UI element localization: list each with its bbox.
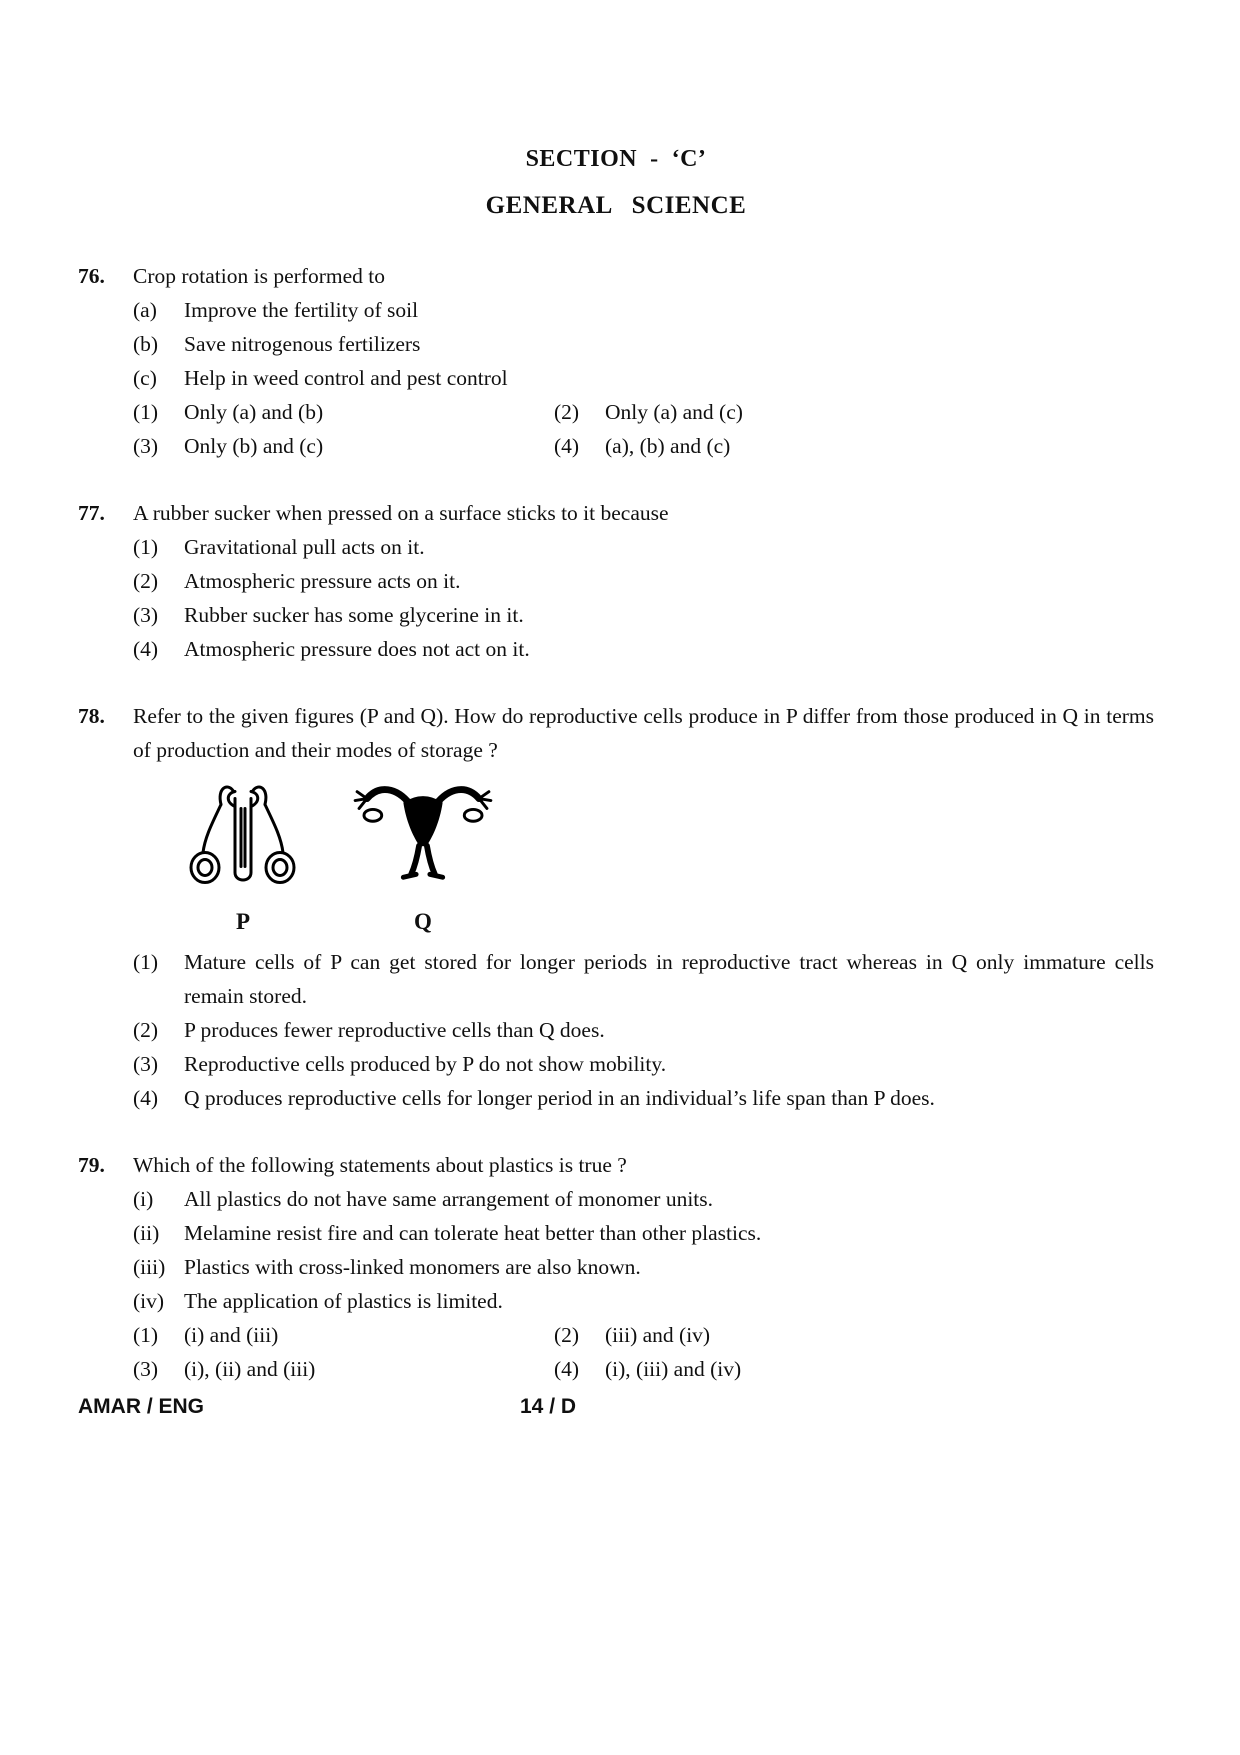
statement-label: (ii) bbox=[133, 1221, 160, 1245]
option-text: Only (a) and (b) bbox=[184, 400, 324, 424]
statement-text: Help in weed control and pest control bbox=[184, 366, 508, 390]
option-3 bbox=[133, 1047, 1154, 1081]
question-79 bbox=[78, 1148, 1154, 1386]
question-number: 77. bbox=[78, 501, 105, 525]
statement-text: Plastics with cross-linked monomers are also known. bbox=[184, 1255, 641, 1279]
question-text: Which of the following statements about plastics is true ? bbox=[133, 1153, 627, 1177]
question-body bbox=[133, 259, 1154, 463]
question-text: Refer to the given figures (P and Q). How do reproductive cells produce in P differ from those produced in Q in terms of production and their modes of storage ? bbox=[133, 704, 1154, 762]
question-77 bbox=[78, 496, 1154, 666]
statement-text: All plastics do not have same arrangement of monomer units. bbox=[184, 1187, 714, 1211]
statement-ii bbox=[133, 1216, 1154, 1250]
option-label: (2) bbox=[133, 569, 159, 593]
option-1 bbox=[133, 395, 554, 429]
statement-a bbox=[133, 293, 1154, 327]
option-1 bbox=[133, 530, 1154, 564]
figure-q bbox=[348, 775, 498, 939]
option-label: (1) bbox=[133, 1323, 159, 1347]
section-title: SECTION - ‘C’ bbox=[525, 146, 707, 172]
question-text: A rubber sucker when pressed on a surface sticks to it because bbox=[133, 501, 669, 525]
option-label: (1) bbox=[133, 535, 159, 559]
option-label: (3) bbox=[133, 603, 159, 627]
statement-label: (b) bbox=[133, 332, 159, 356]
options-grid bbox=[133, 1318, 1154, 1386]
option-text: (i) and (iii) bbox=[184, 1323, 279, 1347]
statement-iv bbox=[133, 1284, 1154, 1318]
option-label: (1) bbox=[133, 950, 159, 974]
option-text: (a), (b) and (c) bbox=[605, 434, 731, 458]
option-3 bbox=[133, 598, 1154, 632]
statement-i bbox=[133, 1182, 1154, 1216]
option-label: (4) bbox=[133, 1086, 159, 1110]
option-label: (2) bbox=[133, 1018, 159, 1042]
option-text: Rubber sucker has some glycerine in it. bbox=[184, 603, 524, 627]
option-1 bbox=[133, 945, 1154, 1013]
question-78 bbox=[78, 699, 1154, 1115]
option-2 bbox=[554, 395, 1154, 429]
option-text: Atmospheric pressure does not act on it. bbox=[184, 637, 530, 661]
option-label: (4) bbox=[554, 434, 580, 458]
option-text: Only (a) and (c) bbox=[605, 400, 743, 424]
question-text: Crop rotation is performed to bbox=[133, 264, 385, 288]
option-text: Gravitational pull acts on it. bbox=[184, 535, 425, 559]
statement-text: Save nitrogenous fertilizers bbox=[184, 332, 421, 356]
option-label: (2) bbox=[554, 400, 580, 424]
option-3 bbox=[133, 429, 554, 463]
options-grid bbox=[133, 395, 1154, 463]
option-label: (4) bbox=[133, 637, 159, 661]
female-reproductive-system-figure bbox=[348, 775, 498, 903]
figure-label-q: Q bbox=[414, 909, 432, 934]
question-number: 79. bbox=[78, 1153, 105, 1177]
statement-b bbox=[133, 327, 1154, 361]
option-label: (3) bbox=[133, 434, 159, 458]
option-text: Only (b) and (c) bbox=[184, 434, 324, 458]
option-text: P produces fewer reproductive cells than Q does. bbox=[184, 1018, 605, 1042]
footer-page-number: 14 / D bbox=[520, 1395, 577, 1418]
option-4 bbox=[133, 632, 1154, 666]
option-label: (2) bbox=[554, 1323, 580, 1347]
male-reproductive-system-figure bbox=[183, 775, 303, 903]
option-text: Mature cells of P can get stored for longer periods in reproductive tract whereas in Q only immature cells remain stored. bbox=[184, 950, 1154, 1008]
statement-label: (i) bbox=[133, 1187, 154, 1211]
statement-text: The application of plastics is limited. bbox=[184, 1289, 503, 1313]
statement-label: (a) bbox=[133, 298, 157, 322]
figure-row bbox=[183, 775, 1154, 939]
question-number: 76. bbox=[78, 264, 105, 288]
option-text: (iii) and (iv) bbox=[605, 1323, 711, 1347]
figure-p bbox=[183, 775, 303, 939]
option-label: (3) bbox=[133, 1357, 159, 1381]
option-text: Q produces reproductive cells for longer period in an individual’s life span than P does. bbox=[184, 1086, 935, 1110]
question-body bbox=[133, 699, 1154, 1115]
statement-c bbox=[133, 361, 1154, 395]
option-4 bbox=[554, 1352, 1154, 1386]
figure-label-p: P bbox=[235, 909, 251, 934]
subject-title: GENERAL SCIENCE bbox=[485, 192, 747, 219]
option-2 bbox=[133, 1013, 1154, 1047]
statement-label: (iv) bbox=[133, 1289, 165, 1313]
option-text: (i), (iii) and (iv) bbox=[605, 1357, 742, 1381]
option-3 bbox=[133, 1352, 554, 1386]
option-text: Atmospheric pressure acts on it. bbox=[184, 569, 461, 593]
question-number: 78. bbox=[78, 704, 105, 728]
option-text: (i), (ii) and (iii) bbox=[184, 1357, 316, 1381]
option-4 bbox=[554, 429, 1154, 463]
option-2 bbox=[554, 1318, 1154, 1352]
question-body bbox=[133, 1148, 1154, 1386]
option-label: (4) bbox=[554, 1357, 580, 1381]
statement-label: (iii) bbox=[133, 1255, 166, 1279]
footer-booklet-code: AMAR / ENG bbox=[78, 1395, 204, 1418]
statement-label: (c) bbox=[133, 366, 157, 390]
option-text: Reproductive cells produced by P do not show mobility. bbox=[184, 1052, 667, 1076]
option-4 bbox=[133, 1081, 1154, 1115]
question-body bbox=[133, 496, 1154, 666]
statement-text: Improve the fertility of soil bbox=[184, 298, 419, 322]
statement-text: Melamine resist fire and can tolerate heat better than other plastics. bbox=[184, 1221, 762, 1245]
option-label: (1) bbox=[133, 400, 159, 424]
option-label: (3) bbox=[133, 1052, 159, 1076]
option-2 bbox=[133, 564, 1154, 598]
question-76 bbox=[78, 259, 1154, 463]
statement-iii bbox=[133, 1250, 1154, 1284]
option-1 bbox=[133, 1318, 554, 1352]
